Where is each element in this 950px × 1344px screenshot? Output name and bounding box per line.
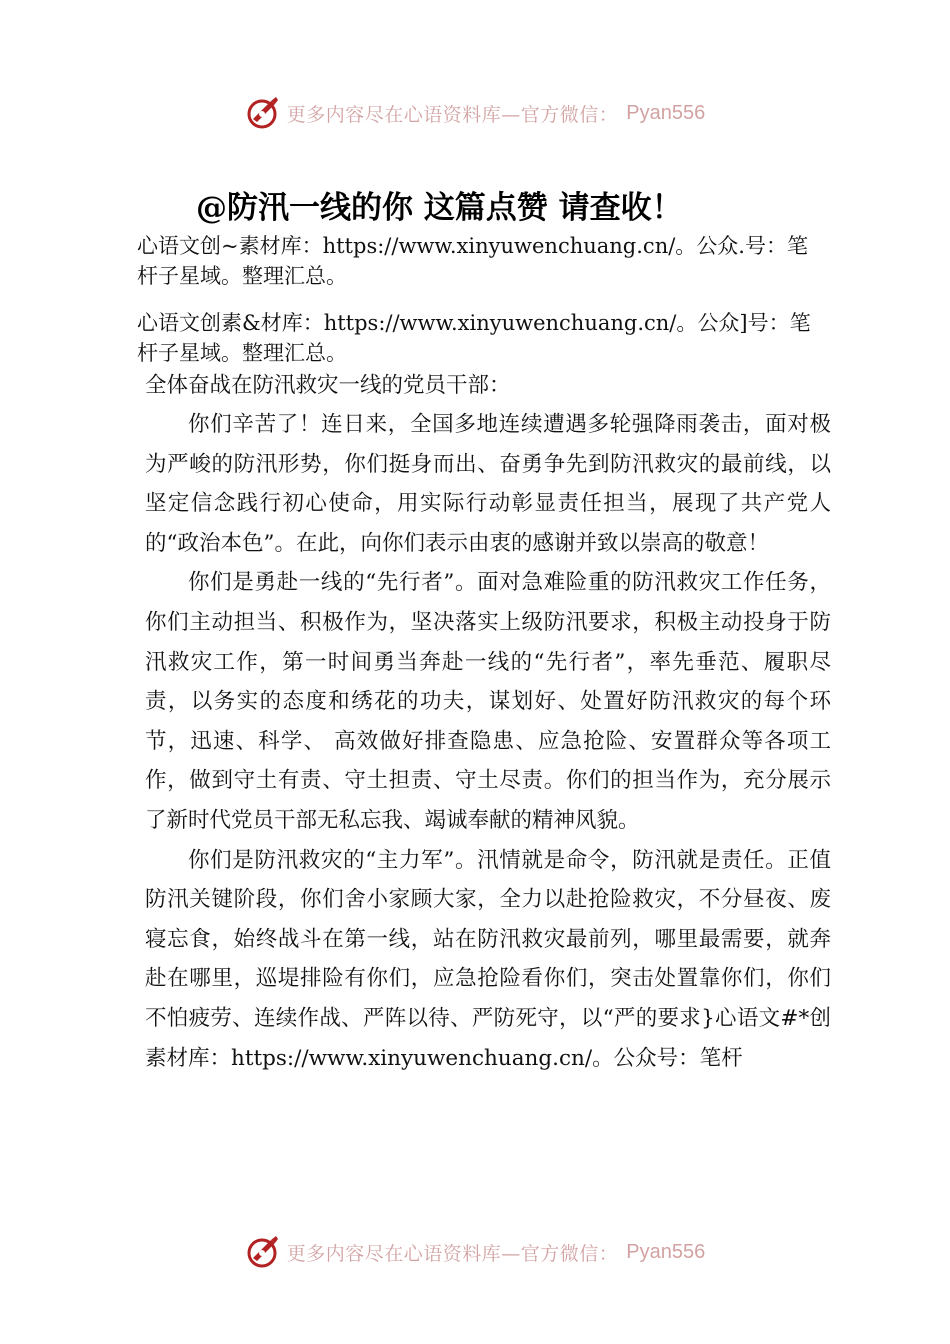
body-paragraph: 你们辛苦了！连日来，全国多地连续遭遇多轮强降雨袭击，面对极为严峻的防汛形势，你们挺身而出、奋勇争先到防汛救灾的最前线，以坚定信念践行初心使命，用实际行动彰显责任担当，展现了共产党人的“政治本色”。在此，向你们表示由衷的感谢并致以崇高的敬意！ bbox=[145, 412, 831, 556]
banner-handle: Pyan556 bbox=[626, 1240, 706, 1263]
source-note: 心语文创素&材库：https://www.xinyuwenchuang.cn/。公众]号：笔杆子星域。整理汇总。 bbox=[137, 311, 811, 365]
source-note: 心语文创~素材库：https://www.xinyuwenchuang.cn/。公众.号：笔杆子星域。整理汇总。 bbox=[137, 234, 808, 288]
banner-handle: Pyan556 bbox=[626, 101, 706, 124]
body-paragraph: 你们是防汛救灾的“主力军”。汛情就是命令，防汛就是责任。正值防汛关键阶段，你们舍小家顾大家，全力以赴抢险救灾，不分昼夜、废寝忘食，始终战斗在第一线，站在防汛救灾最前列，哪里最需要，就奔赴在哪里，巡堤排险有你们，应急抢险看你们，突击处置靠你们，你们不怕疲劳、连续作战、严阵以待、严防死守，以“严的要求}心语文#*创素材库：https://www.xinyuwenchuang.cn/。公众号：笔杆 bbox=[145, 847, 831, 1071]
footer-banner-content bbox=[245, 1234, 705, 1270]
document-body bbox=[145, 367, 831, 1078]
body-paragraph: 你们是勇赴一线的“先行者”。面对急难险重的防汛救灾工作任务，你们主动担当、积极作为，坚决落实上级防汛要求，积极主动投身于防汛救灾工作，第一时间勇当奔赴一线的“先行者”，率先垂范、履职尽责，以务实的态度和绣花的功夫，谋划好、处置好防汛救灾的每个环节，迅速、科学、 高效做好排查隐患、应急抢险、安置群众等各项工作，做到守土有责、守土担责、守土尽责。你们的担当作为，充分展示了新时代党员干部无私忘我、竭诚奉献的精神风貌。 bbox=[145, 570, 831, 833]
banner-text: 更多内容尽在心语资料库—官方微信： bbox=[286, 103, 619, 126]
pen-logo-icon bbox=[245, 1234, 281, 1270]
banner-text: 更多内容尽在心语资料库—官方微信： bbox=[286, 1242, 619, 1265]
document-title: @防汛一线的你 这篇点赞 请查收！ bbox=[196, 190, 683, 226]
pen-logo-icon bbox=[245, 95, 281, 131]
header-banner bbox=[0, 91, 950, 135]
header-banner-content bbox=[245, 95, 705, 131]
footer-banner bbox=[0, 1230, 950, 1274]
salutation: 全体奋战在防汛救灾一线的党员干部： bbox=[145, 373, 511, 398]
